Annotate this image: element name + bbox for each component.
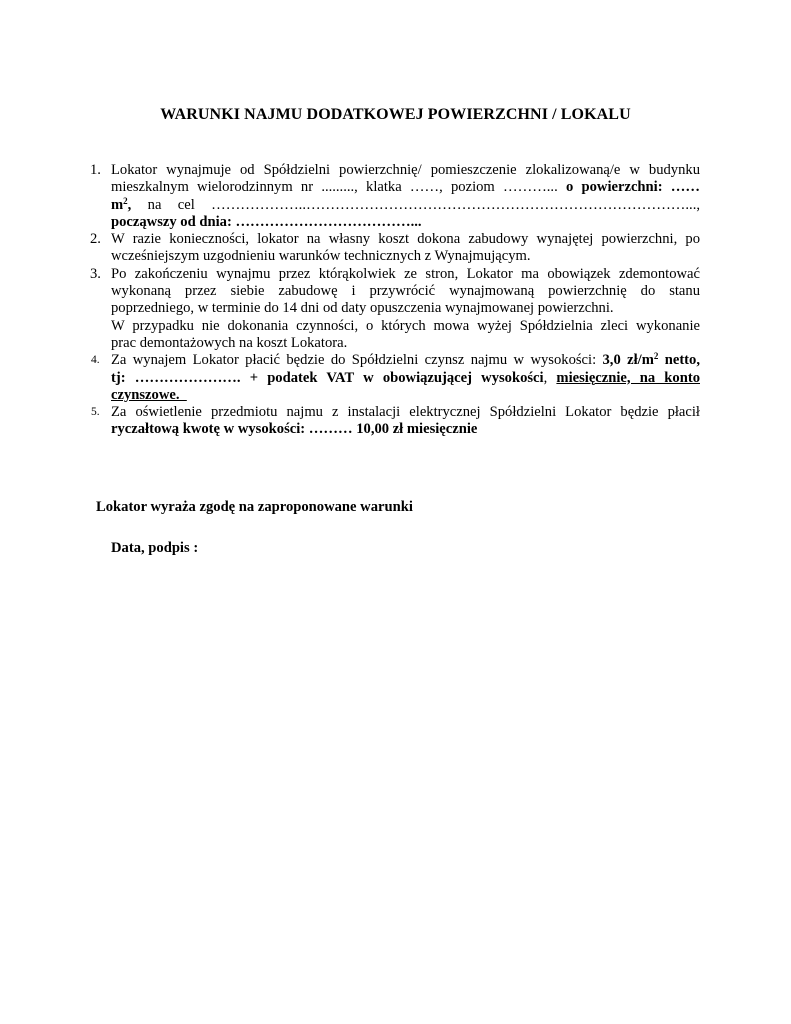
signature-label: Data, podpis : bbox=[111, 540, 199, 556]
clause-line bbox=[111, 421, 700, 438]
clause-line: prac demontażowych na koszt Lokatora. bbox=[111, 334, 348, 351]
clause-line: Za oświetlenie przedmiotu najmu z instalacji elektrycznej Spółdzielni Lokator będzie płacił bbox=[111, 404, 700, 421]
clause-3 bbox=[90, 265, 700, 352]
clause-number: 2. bbox=[90, 231, 101, 248]
clause-text: mieszkalnym wielorodzinnym nr ........., klatka ……, poziom ………... bbox=[111, 179, 566, 196]
clause-underlined-text: miesięcznie, na konto bbox=[556, 369, 700, 386]
clause-2 bbox=[90, 231, 700, 266]
clause-text: na cel ………………..……………………………………………………………………..., bbox=[131, 196, 700, 213]
clause-line bbox=[111, 214, 700, 231]
clause-number: 3. bbox=[90, 265, 101, 282]
clause-1 bbox=[90, 162, 700, 231]
clause-text: netto, bbox=[658, 352, 700, 369]
clause-text: Za wynajem Lokator płacić będzie do Spółdzielni czynsz najmu w wysokości: bbox=[111, 352, 603, 369]
clause-line bbox=[111, 370, 700, 387]
clause-underlined-text: czynszowe. bbox=[111, 386, 187, 403]
clause-bold-text bbox=[111, 197, 131, 213]
document-title: WARUNKI NAJMU DODATKOWEJ POWIERZCHNI / LOKALU bbox=[160, 106, 631, 123]
clause-line bbox=[111, 179, 700, 196]
clause-line: wykonaną przez siebie zabudowę i przywrócić wynajmowaną powierzchnię do stanu bbox=[111, 283, 700, 300]
clause-bold-text bbox=[603, 352, 700, 368]
clause-4 bbox=[91, 351, 700, 404]
clause-line: W razie konieczności, lokator na własny koszt dokona zabudowy wynajętej powierzchni, po bbox=[111, 231, 700, 248]
superscript: 2 bbox=[653, 351, 659, 362]
clause-bold-text: tj: …………………. + podatek VAT w obowiązującej wysokości bbox=[111, 369, 544, 386]
superscript: 2 bbox=[123, 195, 128, 206]
clause-bold-text: począwszy od dnia: ………………………………... bbox=[111, 213, 422, 230]
clause-line: W przypadku nie dokonania czynności, o których mowa wyżej Spółdzielnia zleci wykonanie bbox=[111, 317, 700, 334]
clause-bold-text: o powierzchni: …… bbox=[565, 179, 700, 196]
clause-number: 4. bbox=[91, 354, 100, 367]
clause-text: , bbox=[127, 196, 132, 213]
clause-list bbox=[0, 162, 791, 439]
clause-line bbox=[111, 197, 700, 214]
unit-text: m bbox=[111, 196, 124, 213]
consent-statement: Lokator wyraża zgodę na zaproponowane warunki bbox=[96, 499, 413, 515]
clause-bold-text: ryczałtową kwotę w wysokości: ……… 10,00 zł miesięcznie bbox=[111, 421, 478, 438]
clause-line: wcześniejszym uzgodnieniu warunków technicznych z Wynajmującym. bbox=[111, 248, 531, 265]
clause-line: Lokator wynajmuje od Spółdzielni powierzchnię/ pomieszczenie zlokalizowaną/e w budynku bbox=[111, 162, 700, 178]
clause-line: Po zakończeniu wynajmu przez którąkolwiek ze stron, Lokator ma obowiązek zdemontować bbox=[111, 265, 700, 282]
clause-number: 1. bbox=[90, 162, 101, 178]
clause-number: 5. bbox=[91, 406, 100, 419]
clause-5 bbox=[91, 404, 700, 439]
rate-text: 3,0 zł/m bbox=[602, 352, 654, 369]
clause-text: , bbox=[543, 369, 557, 386]
clause-line bbox=[111, 387, 700, 404]
clause-line bbox=[111, 352, 700, 369]
clause-line: poprzedniego, w terminie do 14 dni od daty opuszczenia wynajmowanej powierzchni. bbox=[111, 300, 614, 317]
